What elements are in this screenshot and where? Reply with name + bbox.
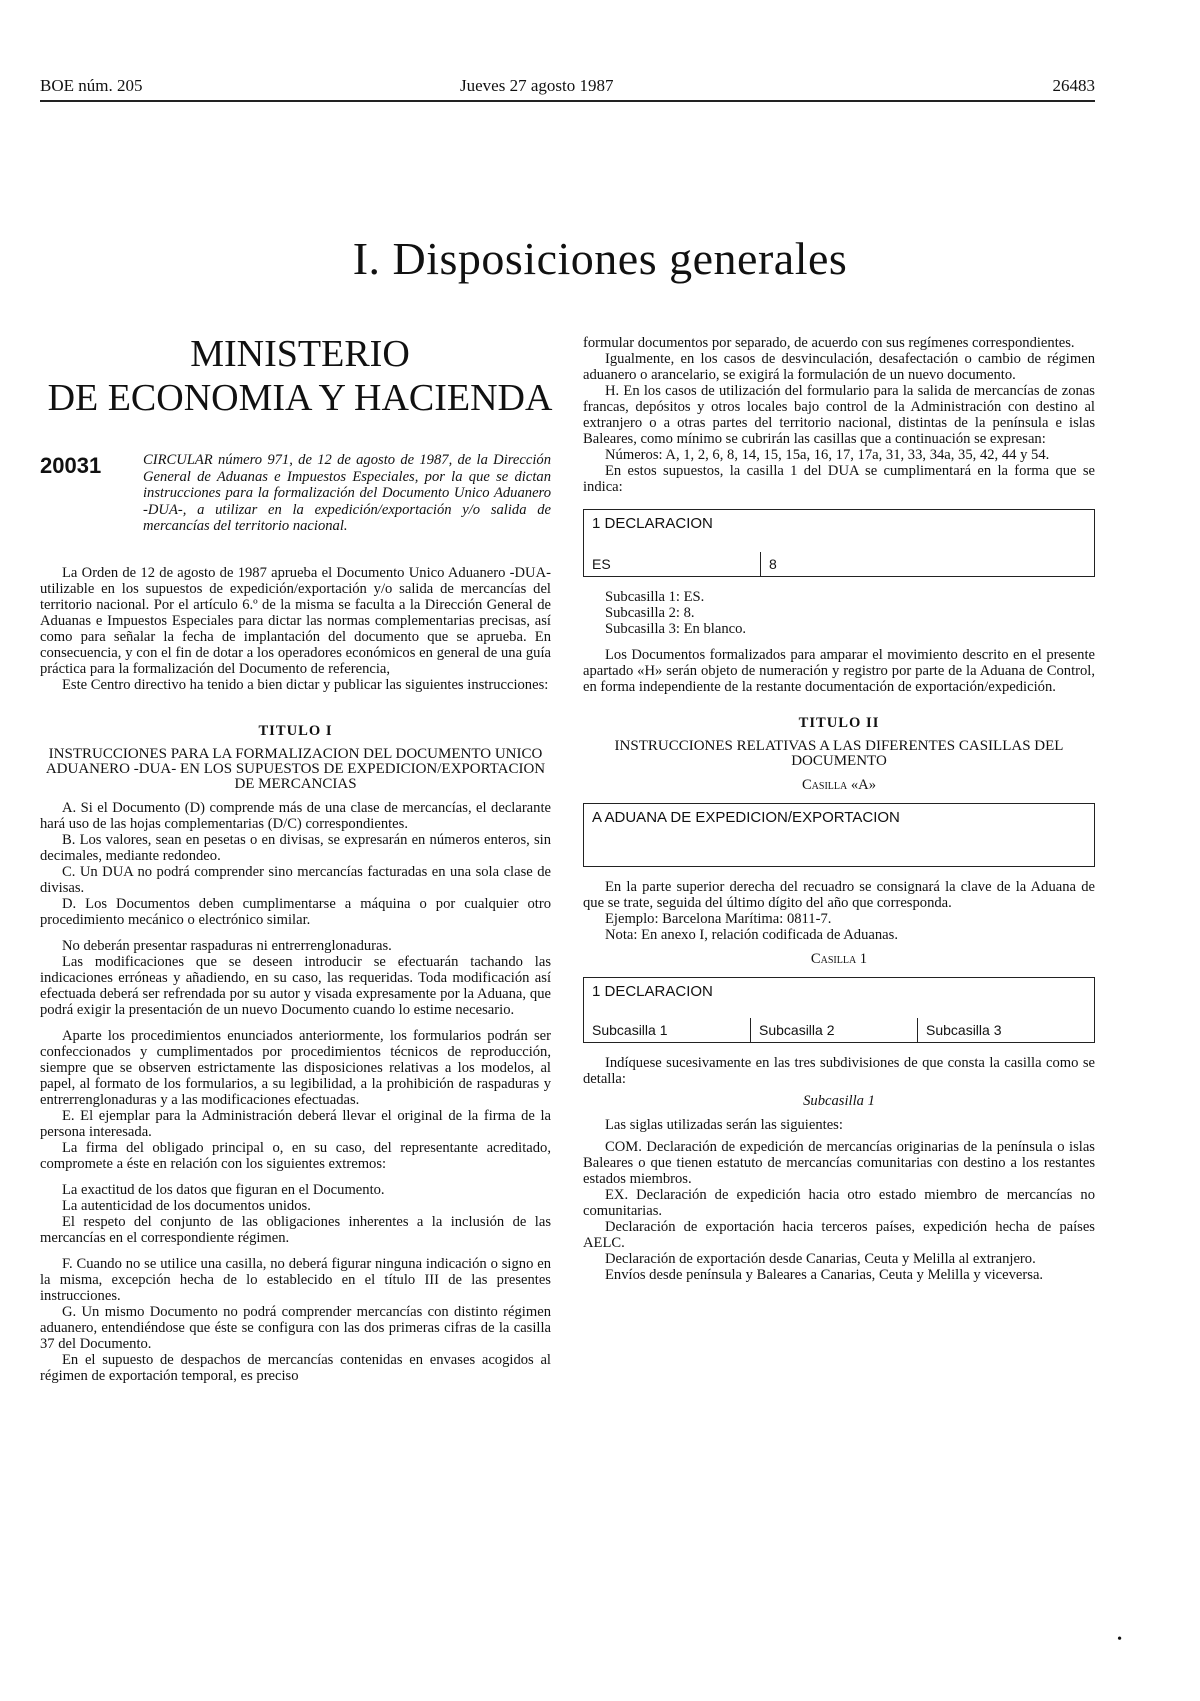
casilla-heading: Casilla «A»	[801, 777, 877, 793]
paragraph: Subcasilla 1: ES.	[605, 589, 705, 605]
casilla-heading: Casilla 1	[810, 951, 868, 967]
paragraph: Declaración de exportación hacia terceros países, expedición hecha de países AELC.	[583, 1219, 1095, 1251]
page-header	[40, 76, 1095, 102]
paragraph: B. Los valores, sean en pesetas o en divisas, se expresarán en números enteros, sin decimales, mediante redondeo.	[40, 832, 551, 864]
paragraph: No deberán presentar raspaduras ni entrerrenglonaduras.	[62, 938, 392, 954]
paragraph: Subcasilla 2: 8.	[605, 605, 695, 621]
form-box-title: 1 DECLARACION	[592, 515, 713, 532]
paragraph: La Orden de 12 de agosto de 1987 aprueba el Documento Unico Aduanero -DUA- utilizable en los supuestos de expedición/exportación y/o salida de mercancías del territorio nacional. Por el artículo 6.º de la misma se faculta a la Dirección General de Aduanas e Impuestos Especiales para dictar las normas complementarias precisas, así como para señalar la fecha de implantación del documento que se aprueba. En consecuencia, y con el fin de dotar a los operadores económicos en general de una guía práctica para la formalización del Documento de referencia,	[40, 565, 551, 677]
right-column	[583, 335, 1095, 1283]
paragraph: E. El ejemplar para la Administración deberá llevar el original de la firma de la persona interesada.	[40, 1108, 551, 1140]
paragraph: La firma del obligado principal o, en su caso, del representante acreditado, compromete a éste en relación con los siguientes extremos:	[40, 1140, 551, 1172]
paragraph: En estos supuestos, la casilla 1 del DUA se cumplimentará en la forma que se indica:	[583, 463, 1095, 495]
paragraph: En la parte superior derecha del recuadro se consignará la clave de la Aduana de que se trate, seguida del último dígito del año que corresponda.	[583, 879, 1095, 911]
paragraph: F. Cuando no se utilice una casilla, no deberá figurar ninguna indicación o signo en la misma, excepción hecha de lo establecido en el título III de las presentes instrucciones.	[40, 1256, 551, 1304]
paragraph: Declaración de exportación desde Canarias, Ceuta y Melilla al extranjero.	[605, 1251, 1036, 1267]
paragraph: Ejemplo: Barcelona Marítima: 0811-7.	[605, 911, 832, 927]
paragraph: Las siglas utilizadas serán las siguientes:	[605, 1117, 843, 1133]
paragraph: Nota: En anexo I, relación codificada de Aduanas.	[605, 927, 898, 943]
section-title: I. Disposiciones generales	[352, 233, 848, 284]
form-box-title: 1 DECLARACION	[592, 983, 713, 1000]
form-subfield: ES	[592, 556, 611, 572]
paragraph: C. Un DUA no podrá comprender sino mercancías facturadas en una sola clase de divisas.	[40, 864, 551, 896]
paragraph: Indíquese sucesivamente en las tres subdivisiones de que consta la casilla como se detalla:	[583, 1055, 1095, 1087]
paragraph: Las modificaciones que se deseen introducir se efectuarán tachando las indicaciones erróneas y añadiendo, en su caso, las requeridas. Toda modificación así efectuada deberá ser refrendada por su autor y visada expresamente por la Aduana, que podrá exigir la presentación de un nuevo Documento cuando lo estime necesario.	[40, 954, 551, 1018]
titulo-subheading: INSTRUCCIONES PARA LA FORMALIZACION DEL DOCUMENTO UNICO ADUANERO -DUA- EN LOS SUPUESTOS DE EXPEDICION/EXPORTACION DE MERCANCIAS	[45, 746, 546, 792]
ministry-title-line1: MINISTERIO	[190, 333, 410, 375]
page-number: 26483	[1052, 76, 1095, 95]
paragraph: Igualmente, en los casos de desvinculación, desafectación o cambio de régimen aduanero o arancelario, se exigirá la formulación de un nuevo documento.	[583, 351, 1095, 383]
titulo-subheading: INSTRUCCIONES RELATIVAS A LAS DIFERENTES CASILLAS DEL DOCUMENTO	[614, 738, 1064, 769]
titulo-heading: TITULO II	[798, 715, 880, 731]
form-subfield: Subcasilla 1	[592, 1022, 668, 1038]
paragraph: EX. Declaración de expedición hacia otro estado miembro de mercancías no comunitarias.	[583, 1187, 1095, 1219]
paragraph: En el supuesto de despachos de mercancías contenidas en envases acogidos al régimen de exportación temporal, es preciso	[40, 1352, 551, 1384]
paragraph: Los Documentos formalizados para amparar el movimiento descrito en el presente apartado «H» serán objeto de numeración y registro por parte de la Aduana de Control, en forma independiente de la restante documentación de exportación/expedición.	[583, 647, 1095, 695]
left-column	[40, 565, 551, 1384]
paragraph: El respeto del conjunto de las obligaciones inherentes a la inclusión de las mercancías en el correspondiente régimen.	[40, 1214, 551, 1246]
publication-date: Jueves 27 agosto 1987	[460, 76, 614, 95]
titulo-heading: TITULO I	[258, 723, 333, 739]
paragraph: Este Centro directivo ha tenido a bien dictar y publicar las siguientes instrucciones:	[62, 677, 549, 693]
journal-issue: BOE núm. 205	[40, 76, 143, 95]
paragraph: Envíos desde península y Baleares a Canarias, Ceuta y Melilla y viceversa.	[605, 1267, 1044, 1283]
reference-summary: CIRCULAR número 971, de 12 de agosto de 1987, de la Dirección General de Aduanas e Impuestos Especiales, por la que se dictan instrucciones para la formalización del Documento Unico Aduanero -DUA-, a utilizar en la expedición/exportación y/o salida de mercancías del territorio nacional.	[143, 452, 551, 535]
form-box-declaracion	[583, 977, 1095, 1043]
subcasilla-heading: Subcasilla 1	[803, 1093, 875, 1109]
paragraph: H. En los casos de utilización del formulario para la salida de mercancías de zonas francas, depósitos y otros locales bajo control de la Administración con destino al extranjero o a otras partes del territorio nacional, distintas de la península e islas Baleares, como mínimo se cubrirán las casillas que a continuación se expresan:	[583, 383, 1095, 447]
paragraph: Números: A, 1, 2, 6, 8, 14, 15, 15a, 16, 17, 17a, 31, 33, 34a, 35, 42, 44 y 54.	[605, 447, 1050, 463]
paragraph: Aparte los procedimientos enunciados anteriormente, los formularios podrán ser confeccionados y cumplimentados por procedimientos técnicos de reproducción, siempre que se observen estrictamente las disposiciones relativas a los modelos, al papel, al formato de los formularios, a su legibilidad, a la prohibición de raspaduras y entrerrenglonaduras y a las modificaciones efectuadas.	[40, 1028, 551, 1108]
form-subfield: Subcasilla 2	[750, 1018, 917, 1042]
form-subfield: 8	[760, 552, 1094, 576]
form-box-aduana	[583, 803, 1095, 867]
paragraph: D. Los Documentos deben cumplimentarse a máquina o por cualquier otro procedimiento mecánico o electrónico similar.	[40, 896, 551, 928]
paragraph: La exactitud de los datos que figuran en el Documento.	[62, 1182, 385, 1198]
paragraph: Subcasilla 3: En blanco.	[605, 621, 747, 637]
paragraph: formular documentos por separado, de acuerdo con sus regímenes correspondientes.	[583, 335, 1075, 351]
paragraph: G. Un mismo Documento no podrá comprender mercancías con distinto régimen aduanero, entendiéndose que éste se configura con las dos primeras cifras de la casilla 37 del Documento.	[40, 1304, 551, 1352]
page-corner-mark: •	[1117, 1632, 1122, 1647]
paragraph: La autenticidad de los documentos unidos.	[62, 1198, 311, 1214]
form-box-declaracion-example	[583, 509, 1095, 577]
ministry-title-line2: DE ECONOMIA Y HACIENDA	[47, 377, 553, 419]
form-box-title: A ADUANA DE EXPEDICION/EXPORTACION	[592, 809, 900, 826]
form-subfield: Subcasilla 3	[917, 1018, 1094, 1042]
reference-number: 20031	[40, 453, 102, 478]
paragraph: A. Si el Documento (D) comprende más de una clase de mercancías, el declarante hará uso de las hojas complementarias (D/C) correspondientes.	[40, 800, 551, 832]
paragraph: COM. Declaración de expedición de mercancías originarias de la península o islas Baleares o que tienen estatuto de mercancías comunitarias con destino a los restantes estados miembros.	[583, 1139, 1095, 1187]
